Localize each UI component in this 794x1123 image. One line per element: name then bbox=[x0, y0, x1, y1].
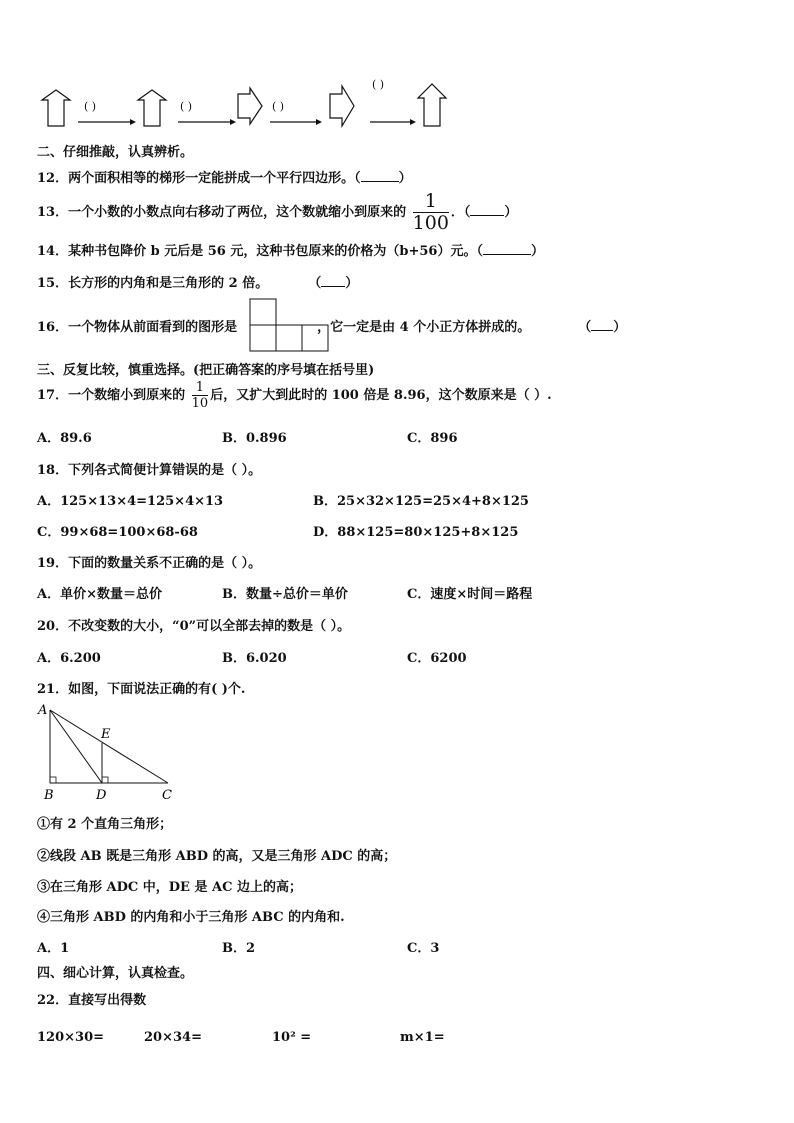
up-arrow-shape-3 bbox=[418, 84, 446, 126]
question-14: 14．某种书包降价 b 元后是 56 元，这种书包原来的价格为（b+56）元。（ ） bbox=[37, 244, 544, 259]
label-b: B bbox=[44, 788, 54, 803]
up-arrow-shape-2 bbox=[138, 90, 166, 126]
question-20: 20．不改变数的大小，“0”可以全部去掉的数是（ ）。 bbox=[37, 619, 351, 634]
answer-blank[interactable] bbox=[361, 169, 399, 182]
label-e: E bbox=[101, 727, 111, 742]
segment-ad bbox=[50, 710, 102, 783]
q18-option-b[interactable]: B．25×32×125=25×4+8×125 bbox=[313, 494, 529, 509]
q20-option-c[interactable]: C．6200 bbox=[407, 651, 467, 666]
q21-statement-1: ①有 2 个直角三角形； bbox=[37, 817, 173, 832]
calc-item-2: 20×34= bbox=[144, 1030, 202, 1045]
question-18: 18．下列各式简便计算错误的是（ ）。 bbox=[37, 463, 262, 478]
question-19: 19．下面的数量关系不正确的是（ ）。 bbox=[37, 556, 262, 571]
q17-option-b[interactable]: B．0.896 bbox=[222, 431, 287, 446]
transform-blank-2: ( ) bbox=[180, 100, 193, 113]
q18-option-c[interactable]: C．99×68=100×68-68 bbox=[37, 525, 198, 540]
calc-item-3: 10² = bbox=[272, 1030, 312, 1045]
section-3-title: 三、反复比较，慎重选择。(把正确答案的序号填在括号里) bbox=[37, 363, 375, 378]
section-2-title: 二、仔细推敲，认真辨析。 bbox=[37, 145, 194, 160]
segment-ac bbox=[50, 710, 168, 783]
question-16: 16．一个物体从前面看到的图形是 ，它一定是由 4 个小正方体拼成的。 （ ） bbox=[37, 320, 627, 335]
calc-item-1: 120×30= bbox=[37, 1030, 105, 1045]
label-d: D bbox=[96, 788, 107, 803]
answer-blank[interactable] bbox=[591, 318, 613, 331]
answer-blank[interactable] bbox=[321, 274, 345, 287]
question-12: 12．两个面积相等的梯形一定能拼成一个平行四边形。（ ） bbox=[37, 171, 412, 186]
right-angle-mark-d bbox=[102, 777, 108, 783]
right-arrow-shape-2 bbox=[330, 86, 354, 126]
fraction-1-10: $\frac{1}{10}$ bbox=[191, 380, 209, 411]
q21-statement-3: ③在三角形 ADC 中，DE 是 AC 边上的高； bbox=[37, 880, 302, 895]
transform-blank-1: ( ) bbox=[84, 100, 97, 113]
q19-option-b[interactable]: B．数量÷总价＝单价 bbox=[222, 587, 348, 602]
q21-statement-4: ④三角形 ABD 的内角和小于三角形 ABC 的内角和. bbox=[37, 910, 345, 925]
transform-blank-3: ( ) bbox=[272, 100, 285, 113]
label-a: A bbox=[38, 703, 48, 718]
question-13: 13．一个小数的小数点向右移动了两位，这个数就缩小到原来的 $\frac{1}{100}$ ．（ ） bbox=[37, 190, 518, 234]
fraction-1-100: $\frac{1}{100}$ bbox=[412, 190, 449, 234]
up-arrow-shape-1 bbox=[42, 90, 70, 126]
question-21: 21．如图，下面说法正确的有( )个. bbox=[37, 682, 246, 697]
transform-blank-4: ( ) bbox=[372, 78, 385, 91]
q19-option-a[interactable]: A．单价×数量＝总价 bbox=[37, 587, 162, 602]
calc-item-4: m×1= bbox=[400, 1030, 445, 1045]
transform-sequence-figure bbox=[36, 76, 456, 132]
q20-option-a[interactable]: A．6.200 bbox=[37, 651, 101, 666]
q21-option-c[interactable]: C．3 bbox=[407, 941, 440, 956]
q21-option-b[interactable]: B．2 bbox=[222, 941, 256, 956]
q17-option-c[interactable]: C．896 bbox=[407, 431, 458, 446]
right-angle-mark-b bbox=[50, 777, 56, 783]
question-22: 22．直接写出得数 bbox=[37, 993, 147, 1008]
q20-option-b[interactable]: B．6.020 bbox=[222, 651, 287, 666]
answer-blank[interactable] bbox=[470, 203, 504, 216]
q21-option-a[interactable]: A．1 bbox=[37, 941, 70, 956]
front-view-squares-figure bbox=[249, 298, 329, 352]
question-17: 17．一个数缩小到原来的 $\frac{1}{10}$ 后，又扩大到此时的 100 倍是 8.96，这个数原来是（ ）. bbox=[37, 380, 552, 411]
section-4-title: 四、细心计算，认真检查。 bbox=[37, 966, 194, 981]
q19-option-c[interactable]: C．速度×时间＝路程 bbox=[407, 587, 533, 602]
label-c: C bbox=[162, 788, 172, 803]
right-arrow-shape-1 bbox=[238, 88, 262, 124]
triangle-figure bbox=[34, 700, 184, 804]
q21-statement-2: ②线段 AB 既是三角形 ABD 的高，又是三角形 ADC 的高； bbox=[37, 849, 397, 864]
question-15: 15．长方形的内角和是三角形的 2 倍。 （ ） bbox=[37, 276, 359, 291]
q18-option-d[interactable]: D．88×125=80×125+8×125 bbox=[313, 525, 519, 540]
answer-blank[interactable] bbox=[483, 242, 531, 255]
q17-option-a[interactable]: A．89.6 bbox=[37, 431, 92, 446]
q18-option-a[interactable]: A．125×13×4=125×4×13 bbox=[37, 494, 224, 509]
